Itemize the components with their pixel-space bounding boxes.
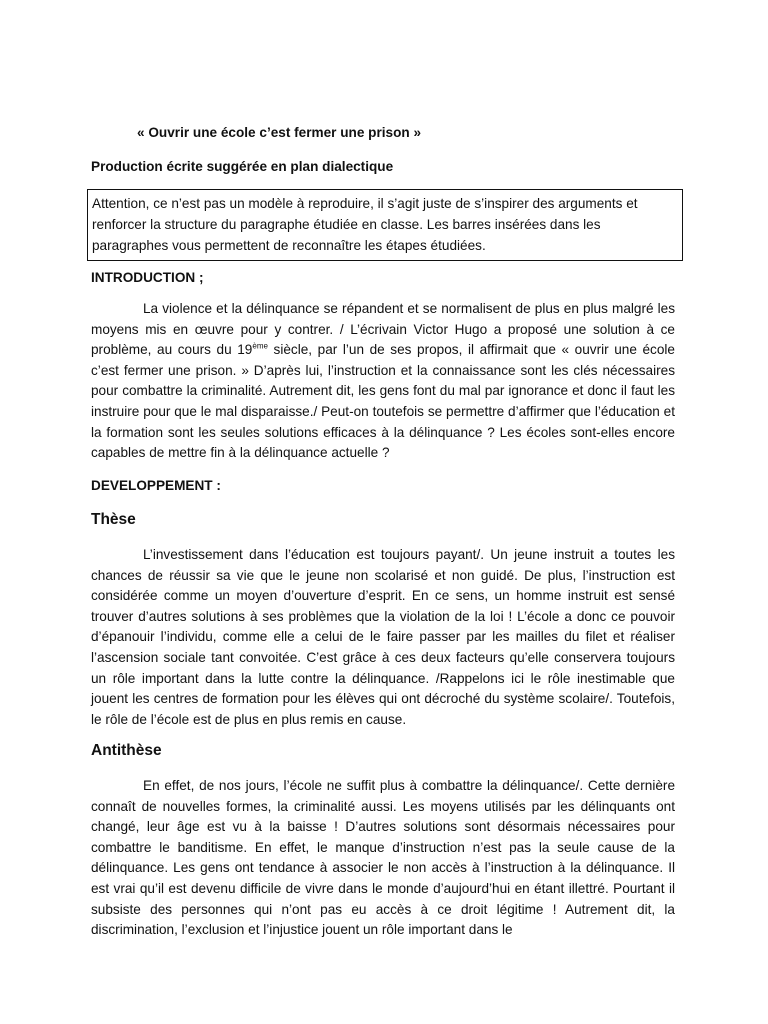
- antithese-heading: Antithèse: [91, 742, 162, 759]
- these-paragraph: L’investissement dans l’éducation est toujours payant/. Un jeune instruit a toutes les chances de réussir sa vie que le jeune non scolarisé et non guidé. De plus, l’instruction est considérée comme un moyen d’ouverture d’esprit. En ce sens, un homme instruit est sensé trouver d’autres solutions à ses problèmes que la violation de la loi ! L’école a donc ce pouvoir d’épanouir l’individu, comme elle a celui de le faire passer par les mailles du filet et réaliser l’ascension sociale tant convoitée. C’est grâce à ces deux facteurs qu’elle conservera toujours un rôle important dans la lutte contre la délinquance. /Rappelons ici le rôle inestimable que jouent les centres de formation pour les élèves qui ont décroché du système scolaire/. Toutefois, le rôle de l’école est de plus en plus remis en cause.: [91, 547, 675, 727]
- document-subtitle: Production écrite suggérée en plan dialectique: [91, 159, 394, 174]
- notice-box: Attention, ce n’est pas un modèle à reproduire, il s’agit juste de s’inspirer des arguments et renforcer la structure du paragraphe étudiée en classe. Les barres insérées dans les paragraphes vous permettent de reconnaître les étapes étudiées.: [87, 189, 683, 261]
- introduction-heading: INTRODUCTION ;: [91, 270, 204, 285]
- introduction-paragraph: [91, 299, 675, 464]
- development-heading: DEVELOPPEMENT :: [91, 478, 221, 493]
- intro-text-part2: siècle, par l’un de ses propos, il affirmait que « ouvrir une école c’est fermer une prison. » D’après lui, l’instruction et la connaissance sont les clés nécessaires pour combattre la criminalité. Autrement dit, les gens font du mal par ignorance et donc il faut les instruire pour que le mal disparaisse./ Peut-on toutefois se permettre d’affirmer que l’éducation et la formation sont les seules solutions efficaces à la délinquance ? Les écoles sont-elles encore capables de mettre fin à la délinquance actuelle ?: [91, 342, 675, 461]
- antithese-paragraph: En effet, de nos jours, l’école ne suffit plus à combattre la délinquance/. Cette dernière connaît de nouvelles formes, la criminalité aussi. Les moyens utilisés par les délinquants ont changé, leur âge est vu à la baisse ! D’autres solutions sont désormais nécessaires pour combattre le banditisme. En effet, le manque d’instruction n’est pas la seule cause de la délinquance. Les gens ont tendance à associer le non accès à l’instruction à la délinquance. Il est vrai qu’il est devenu difficile de vivre dans le monde d’aujourd’hui en étant illettré. Pourtant il subsiste des personnes qui n’ont pas eu accès à ce droit légitime ! Autrement dit, la discrimination, l’exclusion et l’injustice jouent un rôle important dans le: [91, 778, 675, 938]
- these-heading: Thèse: [91, 511, 136, 528]
- document-title: « Ouvrir une école c’est fermer une prison »: [137, 125, 422, 140]
- intro-superscript: ème: [252, 341, 268, 351]
- intro-text-part1: La violence et la délinquance se répandent et se normalisent de plus en plus malgré les moyens mis en œuvre pour y contrer. / L’écrivain Victor Hugo a proposé une solution à ce problème, au cours du 19: [91, 301, 675, 358]
